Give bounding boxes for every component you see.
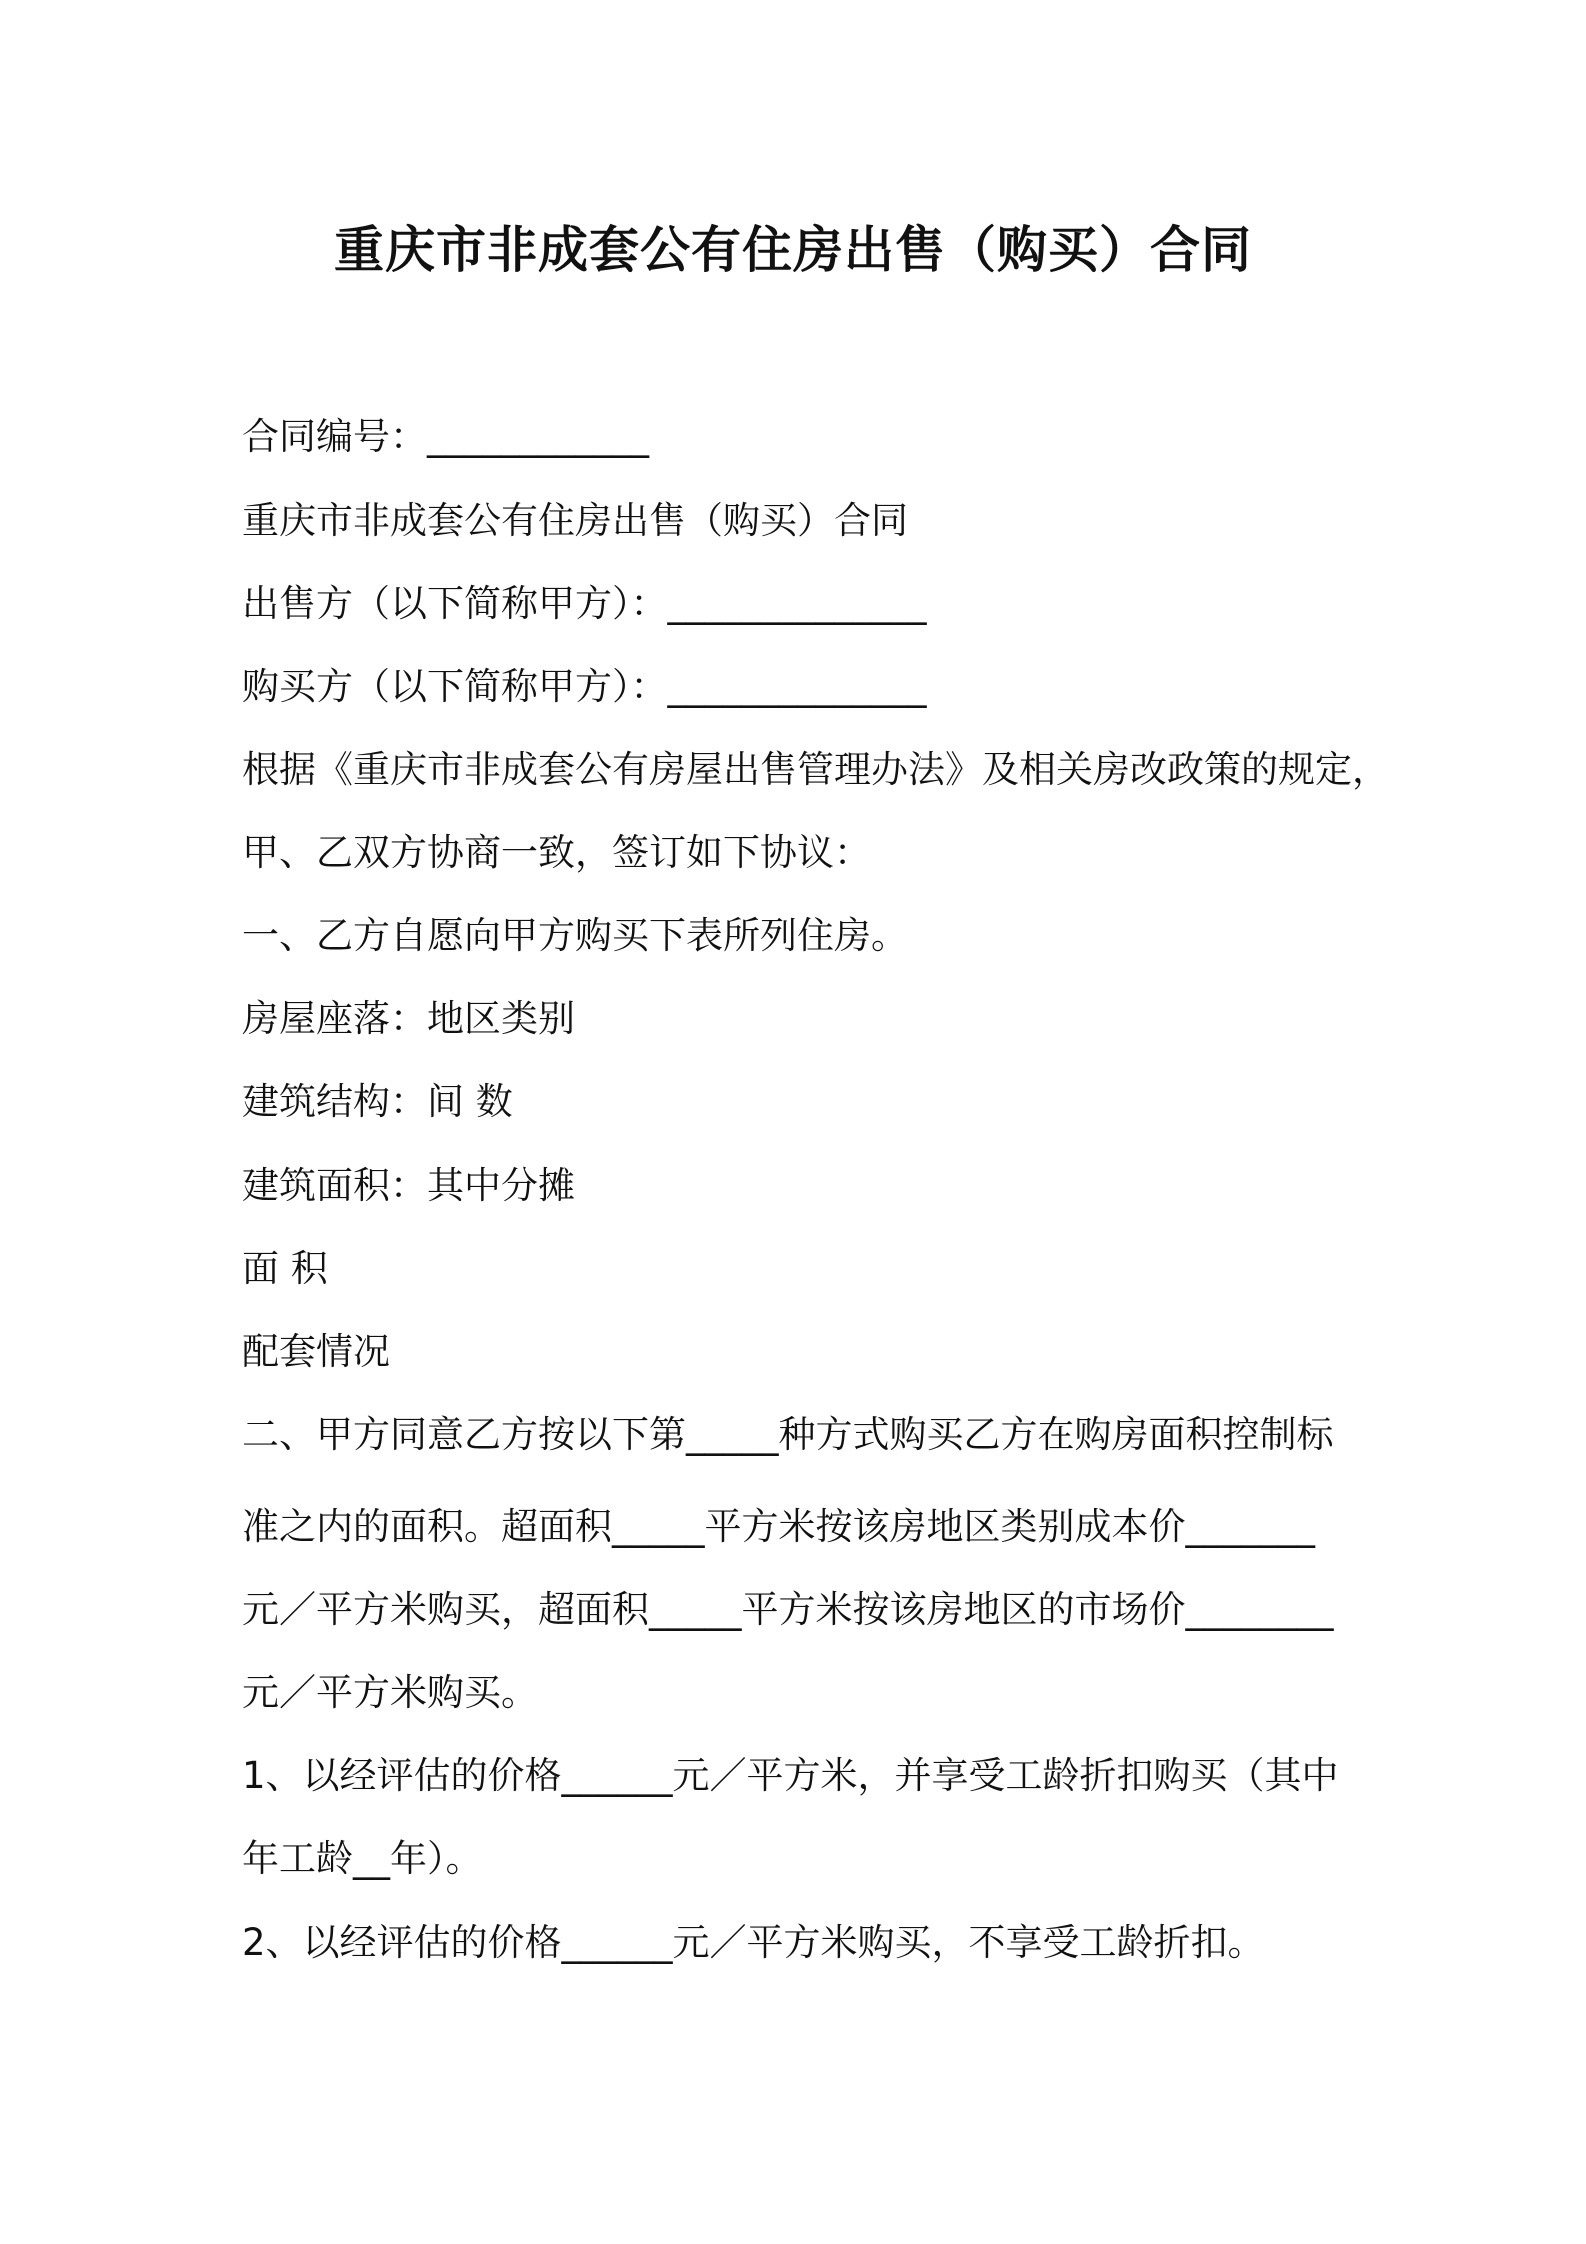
option-1-line-1: 1、以经评估的价格______元／平方米，并享受工龄折扣购买（其中 <box>242 1754 1339 1797</box>
house-location-line: 房屋座落：地区类别 <box>242 997 575 1040</box>
clause-2-line-4: 元／平方米购买。 <box>242 1671 538 1714</box>
clause-2-line-1: 二、甲方同意乙方按以下第_____种方式购买乙方在购房面积控制标 <box>242 1413 1334 1456</box>
building-structure-line: 建筑结构：间 数 <box>242 1080 513 1123</box>
option-1-line-2: 年工龄__年）。 <box>242 1837 483 1880</box>
option-2-line: 2、以经评估的价格______元／平方米购买，不享受工龄折扣。 <box>242 1921 1265 1964</box>
building-area-line: 建筑面积：其中分摊 <box>242 1164 575 1207</box>
seller-line: 出售方（以下简称甲方）：______________ <box>242 582 927 625</box>
clause-2-line-3: 元／平方米购买，超面积_____平方米按该房地区的市场价________ <box>242 1588 1334 1631</box>
area-line: 面 积 <box>242 1247 328 1290</box>
preamble-line-2: 甲、乙双方协商一致，签订如下协议： <box>242 831 871 874</box>
contract-name-line: 重庆市非成套公有住房出售（购买）合同 <box>242 499 908 542</box>
clause-2-line-2: 准之内的面积。超面积_____平方米按该房地区类别成本价_______ <box>242 1505 1315 1548</box>
clause-1-heading: 一、乙方自愿向甲方购买下表所列住房。 <box>242 914 908 957</box>
contract-number-line: 合同编号：____________ <box>242 415 649 458</box>
facilities-line: 配套情况 <box>242 1330 390 1373</box>
preamble-line-1: 根据《重庆市非成套公有房屋出售管理办法》及相关房改政策的规定， <box>242 748 1389 791</box>
buyer-line: 购买方（以下简称甲方）：______________ <box>242 665 927 708</box>
document-title: 重庆市非成套公有住房出售（购买）合同 <box>334 221 1252 279</box>
